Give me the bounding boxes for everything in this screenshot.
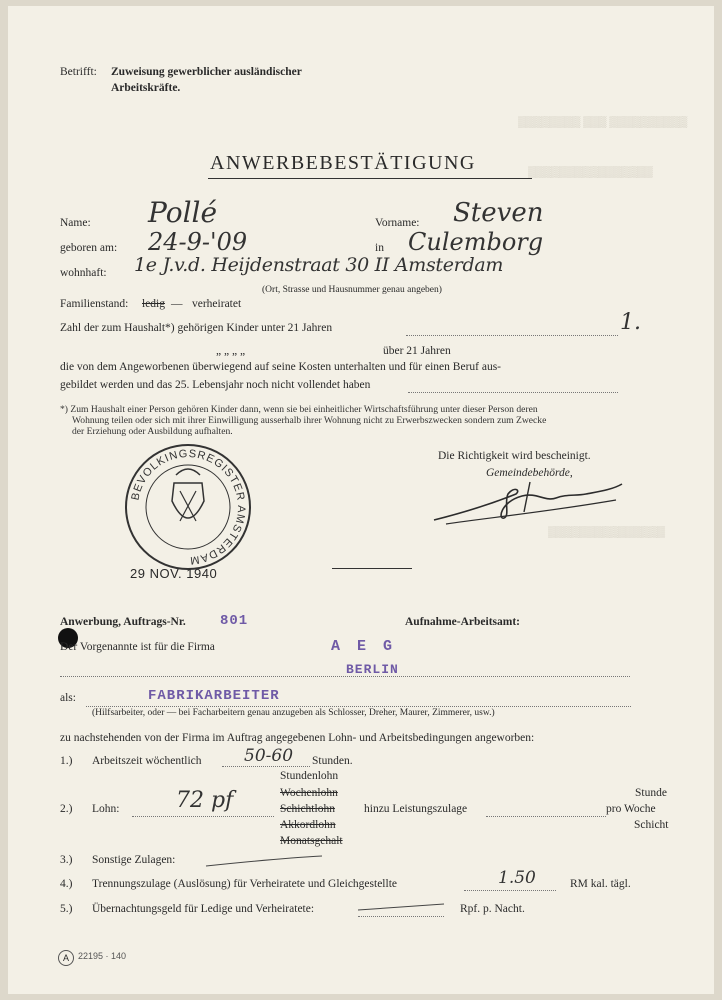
dotted-line [486,816,606,817]
per-schicht: Schicht [634,819,669,831]
betrifft-label: Betrifft: [60,66,97,78]
pen-dash [356,900,446,916]
publisher-icon: A [58,950,74,966]
form-number: 22195 · 140 [78,951,127,961]
c4-number: 4.) [60,878,73,890]
gemeindebehoerde-label: Gemeindebehörde, [486,467,573,479]
wohnhaft-label: wohnhaft: [60,267,107,279]
geburtsort-value: Culemborg [408,228,544,256]
vorname-value: Steven [453,198,544,228]
richtigkeit-text: Die Richtigkeit wird bescheinigt. [438,450,591,462]
lohn-option-monatsgehalt: Monatsgehalt [280,835,343,847]
anwerbung-label: Anwerbung, Auftrags-Nr. [60,616,186,628]
geboren-label: geboren am: [60,242,118,254]
c4-unit: RM kal. tägl. [570,878,631,890]
dotted-line [60,676,630,677]
wohnhaft-hint: (Ort, Strasse und Hausnummer genau angeben) [262,285,442,295]
c2-label: Lohn: [92,803,120,815]
c4-value: 1.50 [498,868,536,888]
familienstand-label: Familienstand: [60,298,129,310]
als-label: als: [60,692,76,704]
wohnhaft-value: 1e J.v.d. Heijdenstraat 30 II Amsterdam [134,254,504,276]
lohn-option-stundenlohn: Stundenlohn [280,770,339,782]
c3-label: Sonstige Zulagen: [92,854,176,866]
auftrags-nr-value: 801 [220,613,249,629]
aufnahme-arbeitsamt-label: Aufnahme-Arbeitsamt: [405,616,520,628]
dotted-line [222,766,310,767]
name-value: Pollé [148,196,218,229]
firma-ort-value: BERLIN [346,662,399,677]
c1-number: 1.) [60,755,73,767]
show-through-text: ▒▒▒▒▒▒▒▒▒▒▒▒▒▒▒ [548,526,665,538]
dotted-line [464,890,556,891]
kinder-ue21-line2: die von dem Angeworbenen überwiegend auf seine Kosten unterhalten und für einen Beruf aus- [60,361,502,373]
firma-label: Der Vorgenannte ist für die Firma [60,641,215,653]
kinder-ue21-label: über 21 Jahren [383,345,451,357]
dotted-leader [408,392,618,393]
page-title: ANWERBEBESTÄTIGUNG [210,152,476,174]
vorname-label: Vorname: [375,217,420,229]
municipal-seal [124,443,252,571]
footnote-line3: der Erziehung oder Ausbildung aufhalten. [72,426,233,437]
c4-label: Trennungszulage (Auslösung) für Verheiratete und Gleichgestellte [92,878,397,890]
familienstand-verheiratet: verheiratet [192,298,242,310]
kinder-u21-value: 1. [620,310,641,335]
familienstand-ledig: ledig [142,298,165,310]
dotted-line [132,816,274,817]
c5-unit: Rpf. p. Nacht. [460,903,525,915]
title-underline [208,178,532,179]
als-value: FABRIKARBEITER [148,688,280,704]
kinder-u21-label: Zahl der zum Haushalt*) gehörigen Kinder unter 21 Jahren [60,322,333,334]
signature [426,472,626,532]
kinder-ue21-quotes: „ „ „ „ [216,345,246,357]
geboren-value: 24-9-'09 [148,228,248,256]
geburtsort-in-label: in [375,242,384,254]
c5-label: Übernachtungsgeld für Ledige und Verheiratete: [92,903,315,915]
betrifft-line1: Zuweisung gewerblicher ausländischer [111,66,302,78]
lohn-option-schichtlohn: Schichtlohn [280,803,335,815]
leistungszulage-label: hinzu Leistungszulage [364,803,468,815]
familienstand-dash: — [171,298,183,310]
betrifft-line2: Arbeitskräfte. [111,82,181,94]
c1-label: Arbeitszeit wöchentlich [92,755,202,767]
separator [332,568,412,569]
show-through-text: ▒▒▒▒▒▒▒▒▒▒▒▒▒▒▒▒ [528,166,653,178]
c1-value: 50-60 [244,746,294,766]
dotted-leader [406,335,618,336]
footnote-line2: Wohnung teilen oder sich mit ihrer Einwilligung ausserhalb ihrer Wohnung nicht zu Erwerbszwecken sondern zum Zwecke [72,415,547,426]
pen-dash [204,852,324,872]
firma-value: A E G [331,638,397,655]
dotted-line [86,706,631,707]
show-through-text: ▒▒▒▒▒▒▒▒ ▒▒▒ ▒▒▒▒▒▒▒▒▒▒ [518,116,688,128]
c2-number: 2.) [60,803,73,815]
c3-number: 3.) [60,854,73,866]
lohn-option-wochenlohn: Wochenlohn [280,787,338,799]
c2-value: 72 pf [176,788,234,813]
per-woche: pro Woche [606,803,656,815]
als-hint: (Hilfsarbeiter, oder — bei Facharbeitern genau anzugeben als Schlosser, Dreher, Maurer, Zimmerer, usw.) [92,708,495,718]
seal-date: 29 NOV. 1940 [130,566,218,581]
c5-number: 5.) [60,903,73,915]
per-stunde: Stunde [635,787,667,799]
lohn-option-akkordlohn: Akkordlohn [280,819,336,831]
conditions-intro: zu nachstehenden von der Firma im Auftrag angegebenen Lohn- und Arbeitsbedingungen angeworben: [60,732,535,744]
name-label: Name: [60,217,91,229]
footnote-line1: *) Zum Haushalt einer Person gehören Kinder dann, wenn sie bei einheitlicher Wirtschaftsführung unter dieser Person deren [60,404,538,415]
seal-text: BEVOLKINGSREGISTER AMSTERDAM [129,447,248,567]
dotted-line [358,916,444,917]
kinder-ue21-line3: gebildet werden und das 25. Lebensjahr noch nicht vollendet haben [60,379,371,391]
c1-unit: Stunden. [312,755,353,767]
form-page [8,6,714,994]
